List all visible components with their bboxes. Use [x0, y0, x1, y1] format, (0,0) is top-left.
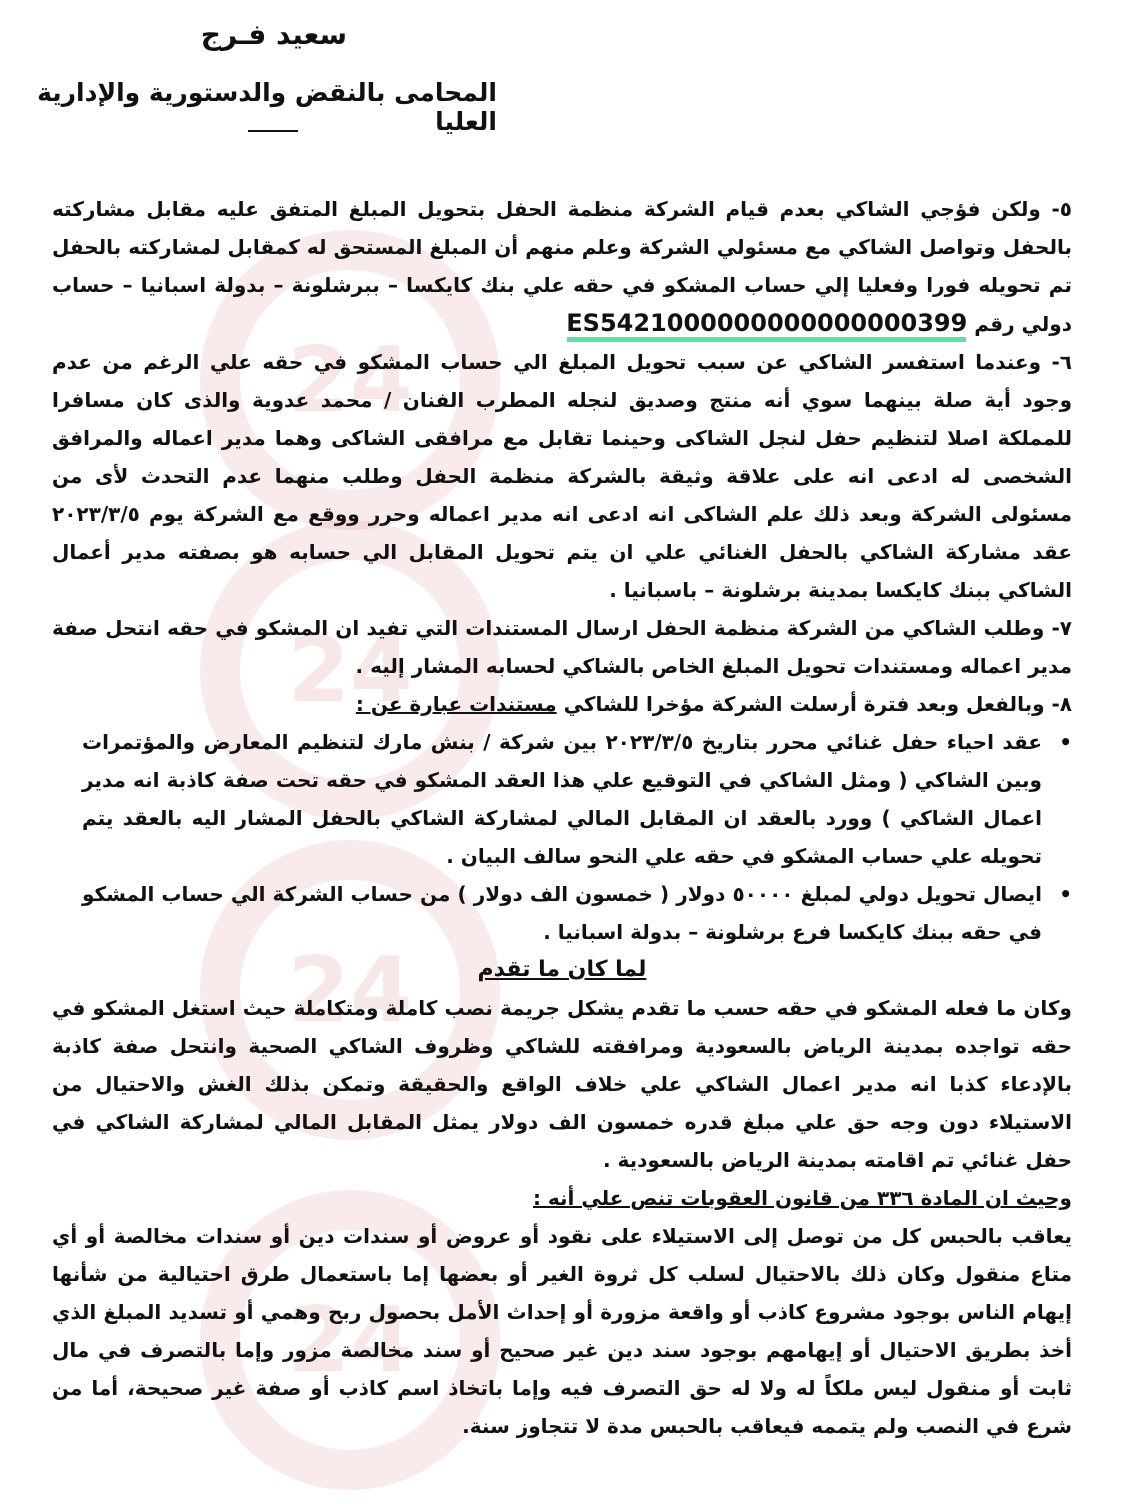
- paragraph-7: ٧- وطلب الشاكي من الشركة منظمة الحفل ارسال المستندات التي تفيد ان المشكو في حقه انتحل صفة مدير اعماله ومستندات تحويل المبلغ الخاص بالشاكي لحسابه المشار إليه .: [52, 616, 1072, 678]
- document-body: [52, 190, 1072, 1445]
- watermark-text: 24: [287, 1287, 413, 1393]
- paragraph-8-text: ٨- وبالفعل وبعد فترة أرسلت الشركة مؤخرا للشاكي: [563, 692, 1072, 716]
- watermark-text: 24: [287, 617, 413, 723]
- paragraph-8: [52, 685, 1072, 723]
- paragraph-8-underlined: مستندات عبارة عن :: [355, 692, 557, 716]
- watermark-text: 24: [287, 327, 413, 433]
- iban-number: ES5421000000000000000399: [566, 309, 968, 337]
- lawyer-name: سعيد فـرج: [200, 18, 347, 51]
- paragraph-5-text: ٥- ولكن فؤجي الشاكي بعدم قيام الشركة منظمة الحفل بتحويل المبلغ المتفق عليه مقابل مشاركته بالحفل وتواصل الشاكي مع مسئولي الشركة وعلم منهم أن المبلغ المستحق له كمقابل لمشاركته بالحفل تم تحويله فورا وفعليا إلي حساب المشكو في حقه علي بنك كايكسا – ببرشلونة – بدولة اسبانيا – حساب دولي رقم: [52, 197, 1072, 336]
- law-heading: وحيث ان المادة ٣٣٦ من قانون العقوبات تنص علي أنه :: [532, 1186, 1072, 1210]
- lawyer-title: المحامى بالنقض والدستورية والإدارية العليا: [37, 78, 497, 136]
- bullet-1-text: عقد احياء حفل غنائي محرر بتاريخ ٢٠٢٣/٣/٥ بين شركة / بنش مارك لتنظيم المعارض والمؤتمرات وبين الشاكي ( ومثل الشاكي في التوقيع علي هذا العقد المشكو في حقه تحت صفة كاذبة انه مدير اعمال الشاكي ) وورد بالعقد ان المقابل المالي لمشاركة الشاكي بالحفل المشار اليه بالعقد يتم تحويله علي حساب المشكو في حقه علي النحو سالف البيان .: [82, 730, 1043, 868]
- list-item: [82, 723, 1072, 875]
- law-text: يعاقب بالحبس كل من توصل إلى الاستيلاء على نقود أو عروض أو سندات دين أو سندات مخالصة أو أي متاع منقول وكان ذلك بالاحتيال لسلب كل ثروة الغير أو بعضها إما باستعمال طرق احتيالية من شأنها إيهام الناس بوجود مشروع كاذب أو واقعة مزورة أو إحداث الأمل بحصول ربح وهمي أو تسديد المبلغ الذي أخذ بطريق الاحتيال أو إيهامهم بوجود سند دين غير صحيح أو سند مخالصة مزور وإما بالتصرف في مال ثابت أو منقول ليس ملكاً له ولا له حق التصرف فيه وإما باتخاذ اسم كاذب أو صفة غير صحيحة، أما من شرع في النصب ولم يتممه فيعاقب بالحبس مدة لا تتجاوز سنة.: [52, 1224, 1072, 1438]
- list-item: [82, 875, 1072, 951]
- conclusion-paragraph: وكان ما فعله المشكو في حقه حسب ما تقدم يشكل جريمة نصب كاملة ومتكاملة حيث استغل المشكو في حقه تواجده بمدينة الرياض بالسعودية ومرافقته للشاكي وظروف الشاكي الصحية وانتحل صفة كاذبة بالإدعاء كذبا انه مدير اعمال الشاكي علي خلاف الواقع والحقيقة وتمكن بذلك الغش والاحتيال من الاستيلاء دون وجه حق علي مبلغ قدره خمسون الف دولار يمثل المقابل المالي لمشاركة الشاكي في حفل غنائي تم اقامته بمدينة الرياض بالسعودية .: [52, 996, 1072, 1172]
- header-divider: [248, 130, 298, 132]
- watermark-text: 24: [287, 937, 413, 1043]
- bullet-2-text: ايصال تحويل دولي لمبلغ ٥٠٠٠٠ دولار ( خمسون الف دولار ) من حساب الشركة الي حساب المشكو في حقه ببنك كايكسا فرع برشلونة – بدولة اسبانيا .: [82, 882, 1042, 944]
- paragraph-5: [52, 190, 1072, 343]
- bullet-icon: •: [1059, 730, 1072, 754]
- bullet-icon: •: [1059, 882, 1072, 906]
- section-heading: لما كان ما تقدم: [477, 957, 647, 982]
- paragraph-6: ٦- وعندما استفسر الشاكي عن سبب تحويل المبلغ الي حساب المشكو في حقه علي الرغم من عدم وجود أية صلة بينهما سوي أنه منتج وصديق لنجله المطرب الفنان / محمد عدوية والذى كان مسافرا للمملكة اصلا لتنظيم حفل لنجل الشاكى وحينما تقابل مع مرافقى الشاكى وهما مدير اعماله والمرافق الشخصى له ادعى انه على علاقة وثيقة بالشركة منظمة الحفل وطلب منهما عدم التحدث لأى من مسئولى الشركة وبعد ذلك علم الشاكى انه ادعى انه مدير اعماله وحرر ووقع مع الشركة يوم ٢٠٢٣/٣/٥ عقد مشاركة الشاكي بالحفل الغنائي علي ان يتم تحويل المقابل الي حسابه هو بصفته مدير أعمال الشاكي ببنك كايكسا بمدينة برشلونة – باسبانيا .: [52, 350, 1072, 602]
